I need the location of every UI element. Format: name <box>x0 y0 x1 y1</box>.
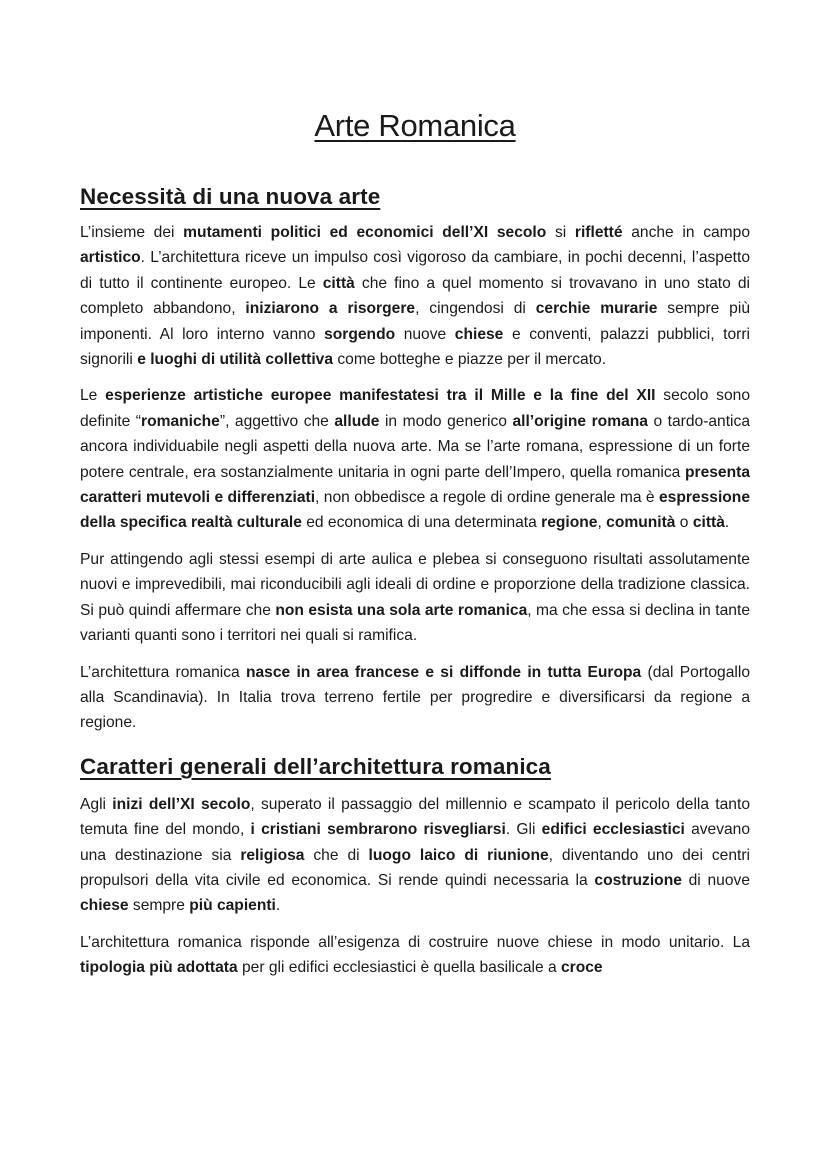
text-run: , cingendosi di <box>415 300 536 318</box>
bold-text: chiese <box>454 325 504 343</box>
text-run: avevano una destinazione sia <box>80 821 751 864</box>
bold-text: regione <box>541 514 598 532</box>
text-run: , diventando uno dei centri propulsori della vita civile ed economica. Si rende quindi necessaria la <box>80 846 750 889</box>
text-run: che fino a quel momento si trovavano in uno stato di completo abbandono, <box>80 274 750 318</box>
bold-text: nasce in area francese e si diffonde in tutta Europa <box>245 663 642 681</box>
text-run: secolo sono definite “ <box>80 387 750 430</box>
text-run: o <box>675 514 693 532</box>
section-heading-caratteri: Caratteri generali dell’architettura romanica <box>80 753 551 779</box>
paragraph <box>80 547 750 649</box>
bold-text: romaniche <box>141 412 220 430</box>
text-run: come botteghe e piazze per il mercato. <box>333 351 607 369</box>
bold-text: esperienze artistiche europee manifestatesi tra il Mille e la fine del XII <box>105 387 656 405</box>
text-run: , non obbedisce a regole di ordine generale ma è <box>315 489 659 507</box>
text-run: Pur attingendo agli stessi esempi di arte aulica e plebea si conseguono risultati assolutamente nuovi e imprevedibili, mai riconducibili agli ideali di ordine e proporzione della tradizione classica. Si può quindi affermare che <box>80 550 750 619</box>
text-run: L’architettura romanica risponde all’esigenza di costruire nuove chiese in modo unitario. La <box>80 933 750 951</box>
bold-text: tipologia più adottata <box>80 959 238 977</box>
paragraph <box>80 930 750 981</box>
bold-text: luogo laico di riunione <box>368 846 549 864</box>
bold-text: allude <box>334 412 380 430</box>
text-run: per gli edifici ecclesiastici è quella basilicale a <box>237 959 561 977</box>
text-run: sempre più imponenti. Al loro interno vanno <box>80 300 750 343</box>
text-run: o tardo-antica ancora individuabile negli aspetti della nuova arte. Ma se l’arte romana, espressione di un forte potere centrale, era sostanzialmente unitaria in ogni parte dell’Impero, quella romanica <box>80 412 750 481</box>
bold-text: città <box>692 514 725 532</box>
text-run: anche in campo <box>622 224 751 241</box>
text-run: . L’architettura riceve un impulso così vigoroso da cambiare, in pochi decenni, l’aspetto di tutto il continente europeo. Le <box>80 249 750 292</box>
text-run: . Gli <box>505 821 542 839</box>
bold-text: comunità <box>606 514 676 532</box>
text-run: di nuove <box>681 871 750 889</box>
bold-text: iniziarono a risorgere <box>245 300 416 318</box>
paragraph <box>80 220 750 372</box>
text-run: Le <box>80 387 106 405</box>
bold-text: rifletté <box>574 224 623 241</box>
paragraph <box>80 383 750 535</box>
text-run: L’architettura romanica <box>80 663 246 681</box>
text-run: sempre <box>128 897 190 915</box>
text-run: . <box>724 514 730 532</box>
text-run: , ma che essa si declina in tante varianti quanti sono i territori nei quali si ramifica. <box>80 601 750 645</box>
bold-text: edifici ecclesiastici <box>541 821 685 839</box>
bold-text: religiosa <box>240 846 305 864</box>
text-run: e conventi, palazzi pubblici, torri signorili <box>80 325 750 369</box>
bold-text: all’origine romana <box>512 412 648 430</box>
document-page <box>80 96 750 992</box>
page-title: Arte Romanica <box>314 108 516 143</box>
bold-text: artistico <box>80 249 141 267</box>
bold-text: e luoghi di utilità collettiva <box>137 351 334 369</box>
text-run: , <box>597 514 607 532</box>
bold-text: presenta caratteri mutevoli e differenziati <box>80 463 750 507</box>
text-run: L’insieme dei <box>80 224 184 241</box>
text-run: in modo generico <box>379 412 513 430</box>
text-run: Agli <box>80 795 113 813</box>
text-run: . <box>275 897 281 915</box>
text-run: si <box>546 224 575 241</box>
bold-text: inizi dell’XI secolo <box>112 795 251 813</box>
text-run: nuove <box>395 325 455 343</box>
text-run: che di <box>304 846 369 864</box>
paragraph <box>80 660 750 736</box>
text-run: , superato il passaggio del millennio e scampato il pericolo della tanto temuta fine del mondo, <box>80 795 750 839</box>
text-run: ”, aggettivo che <box>219 412 335 430</box>
text-run: (dal Portogallo alla Scandinavia). In Italia trova terreno fertile per progredire e diversificarsi da regione a regione. <box>80 663 750 732</box>
bold-text: cerchie murarie <box>535 300 658 318</box>
bold-text: espressione della specifica realtà culturale <box>80 489 750 532</box>
bold-text: chiese <box>80 897 129 915</box>
text-run: ed economica di una determinata <box>301 514 542 532</box>
bold-text: i cristiani sembrarono risvegliarsi <box>250 821 506 839</box>
paragraph <box>80 792 750 919</box>
section-heading-necessita: Necessità di una nuova arte <box>80 184 381 209</box>
bold-text: croce <box>560 959 603 977</box>
bold-text: più capienti <box>189 897 276 915</box>
bold-text: non esista una sola arte romanica <box>275 601 528 619</box>
bold-text: mutamenti politici ed economici dell’XI secolo <box>183 224 547 241</box>
bold-text: città <box>322 274 355 292</box>
bold-text: costruzione <box>594 871 682 889</box>
bold-text: sorgendo <box>324 325 396 343</box>
